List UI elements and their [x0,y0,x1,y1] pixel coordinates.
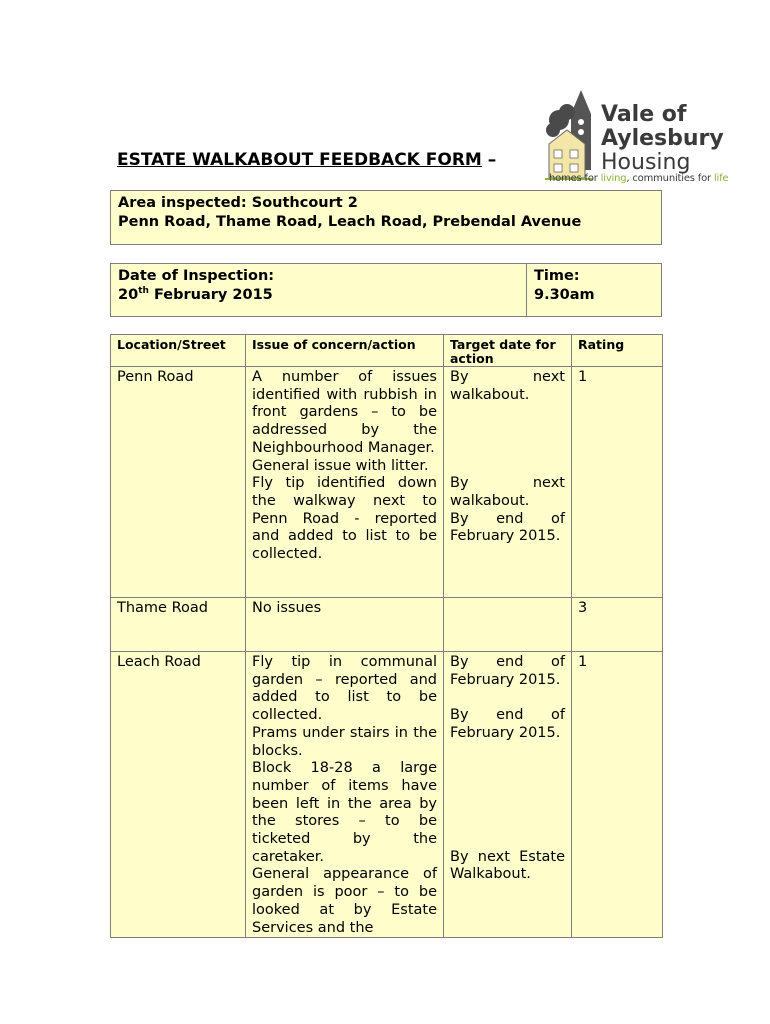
area-line-2: Penn Road, Thame Road, Leach Road, Prebendal Avenue [118,214,582,230]
feedback-table [110,334,663,938]
table-header-row [111,335,663,367]
tagline-part: homes for [549,173,601,184]
time-label: Time: [534,268,580,284]
header-target: Target date for action [444,335,572,367]
target-item: By next walkabout. [450,475,565,509]
logo-line-1: Vale of [601,102,687,127]
header-location: Location/Street [111,335,246,367]
header-rating: Rating [572,335,663,367]
logo-line-2: Aylesbury [601,126,724,151]
row-location: Thame Road [111,598,246,652]
issue-item: Fly tip in communal garden – reported and added to list to be collected. [252,654,437,724]
logo-wordmark [601,103,724,175]
date-suffix: th [138,286,149,297]
page-title [117,150,496,170]
inspection-date-time [110,263,662,317]
logo-tagline [549,173,728,184]
row-location: Leach Road [111,652,246,938]
target-item: By end of February 2015. [450,654,565,688]
row-location: Penn Road [111,367,246,598]
row-rating: 1 [572,367,663,598]
issue-item: No issues [252,600,322,616]
time-value: 9.30am [534,287,595,303]
row-target [444,598,572,652]
row-issue [246,367,444,598]
issue-item: Fly tip identified down the walkway next to Penn Road - reported and added to list to be collected. [252,475,437,563]
row-target [444,652,572,938]
target-item: By end of February 2015. [450,707,565,741]
target-item: By next walkabout. [450,369,565,403]
date-value [118,286,519,305]
row-target [444,367,572,598]
tagline-part: , communities for [626,173,714,184]
row-issue [246,598,444,652]
date-rest: February 2015 [148,287,273,303]
target-item: By end of February 2015. [450,510,565,545]
row-rating: 1 [572,652,663,938]
date-day: 20 [118,287,139,303]
title-text: ESTATE WALKABOUT FEEDBACK FORM [117,150,482,170]
tagline-part: life [713,173,729,184]
tagline-part: living [600,173,627,184]
title-dash: – [481,150,497,170]
issue-item: Prams under stairs in the blocks. [252,724,437,759]
logo-line-3: Housing [601,150,691,175]
date-cell [110,263,527,317]
date-label: Date of Inspection: [118,268,275,284]
row-issue [246,652,444,938]
issue-item: Block 18-28 a large number of items have been left in the area by the stores – to be ticketed by the caretaker. [252,760,437,865]
table-row [111,652,663,938]
table-row [111,367,663,598]
header-issue: Issue of concern/action [246,335,444,367]
area-inspected-box [110,190,662,245]
issue-item: A number of issues identified with rubbish in front gardens – to be addressed by the Neighbourhood Manager. [252,369,437,456]
target-item: By next Estate Walkabout. [450,848,565,883]
issue-item: General issue with litter. [252,457,429,474]
area-line-1: Area inspected: Southcourt 2 [118,195,358,211]
issue-item: General appearance of garden is poor – to be looked at by Estate Services and the [252,866,437,936]
time-cell [527,263,662,317]
table-row [111,598,663,652]
row-rating: 3 [572,598,663,652]
